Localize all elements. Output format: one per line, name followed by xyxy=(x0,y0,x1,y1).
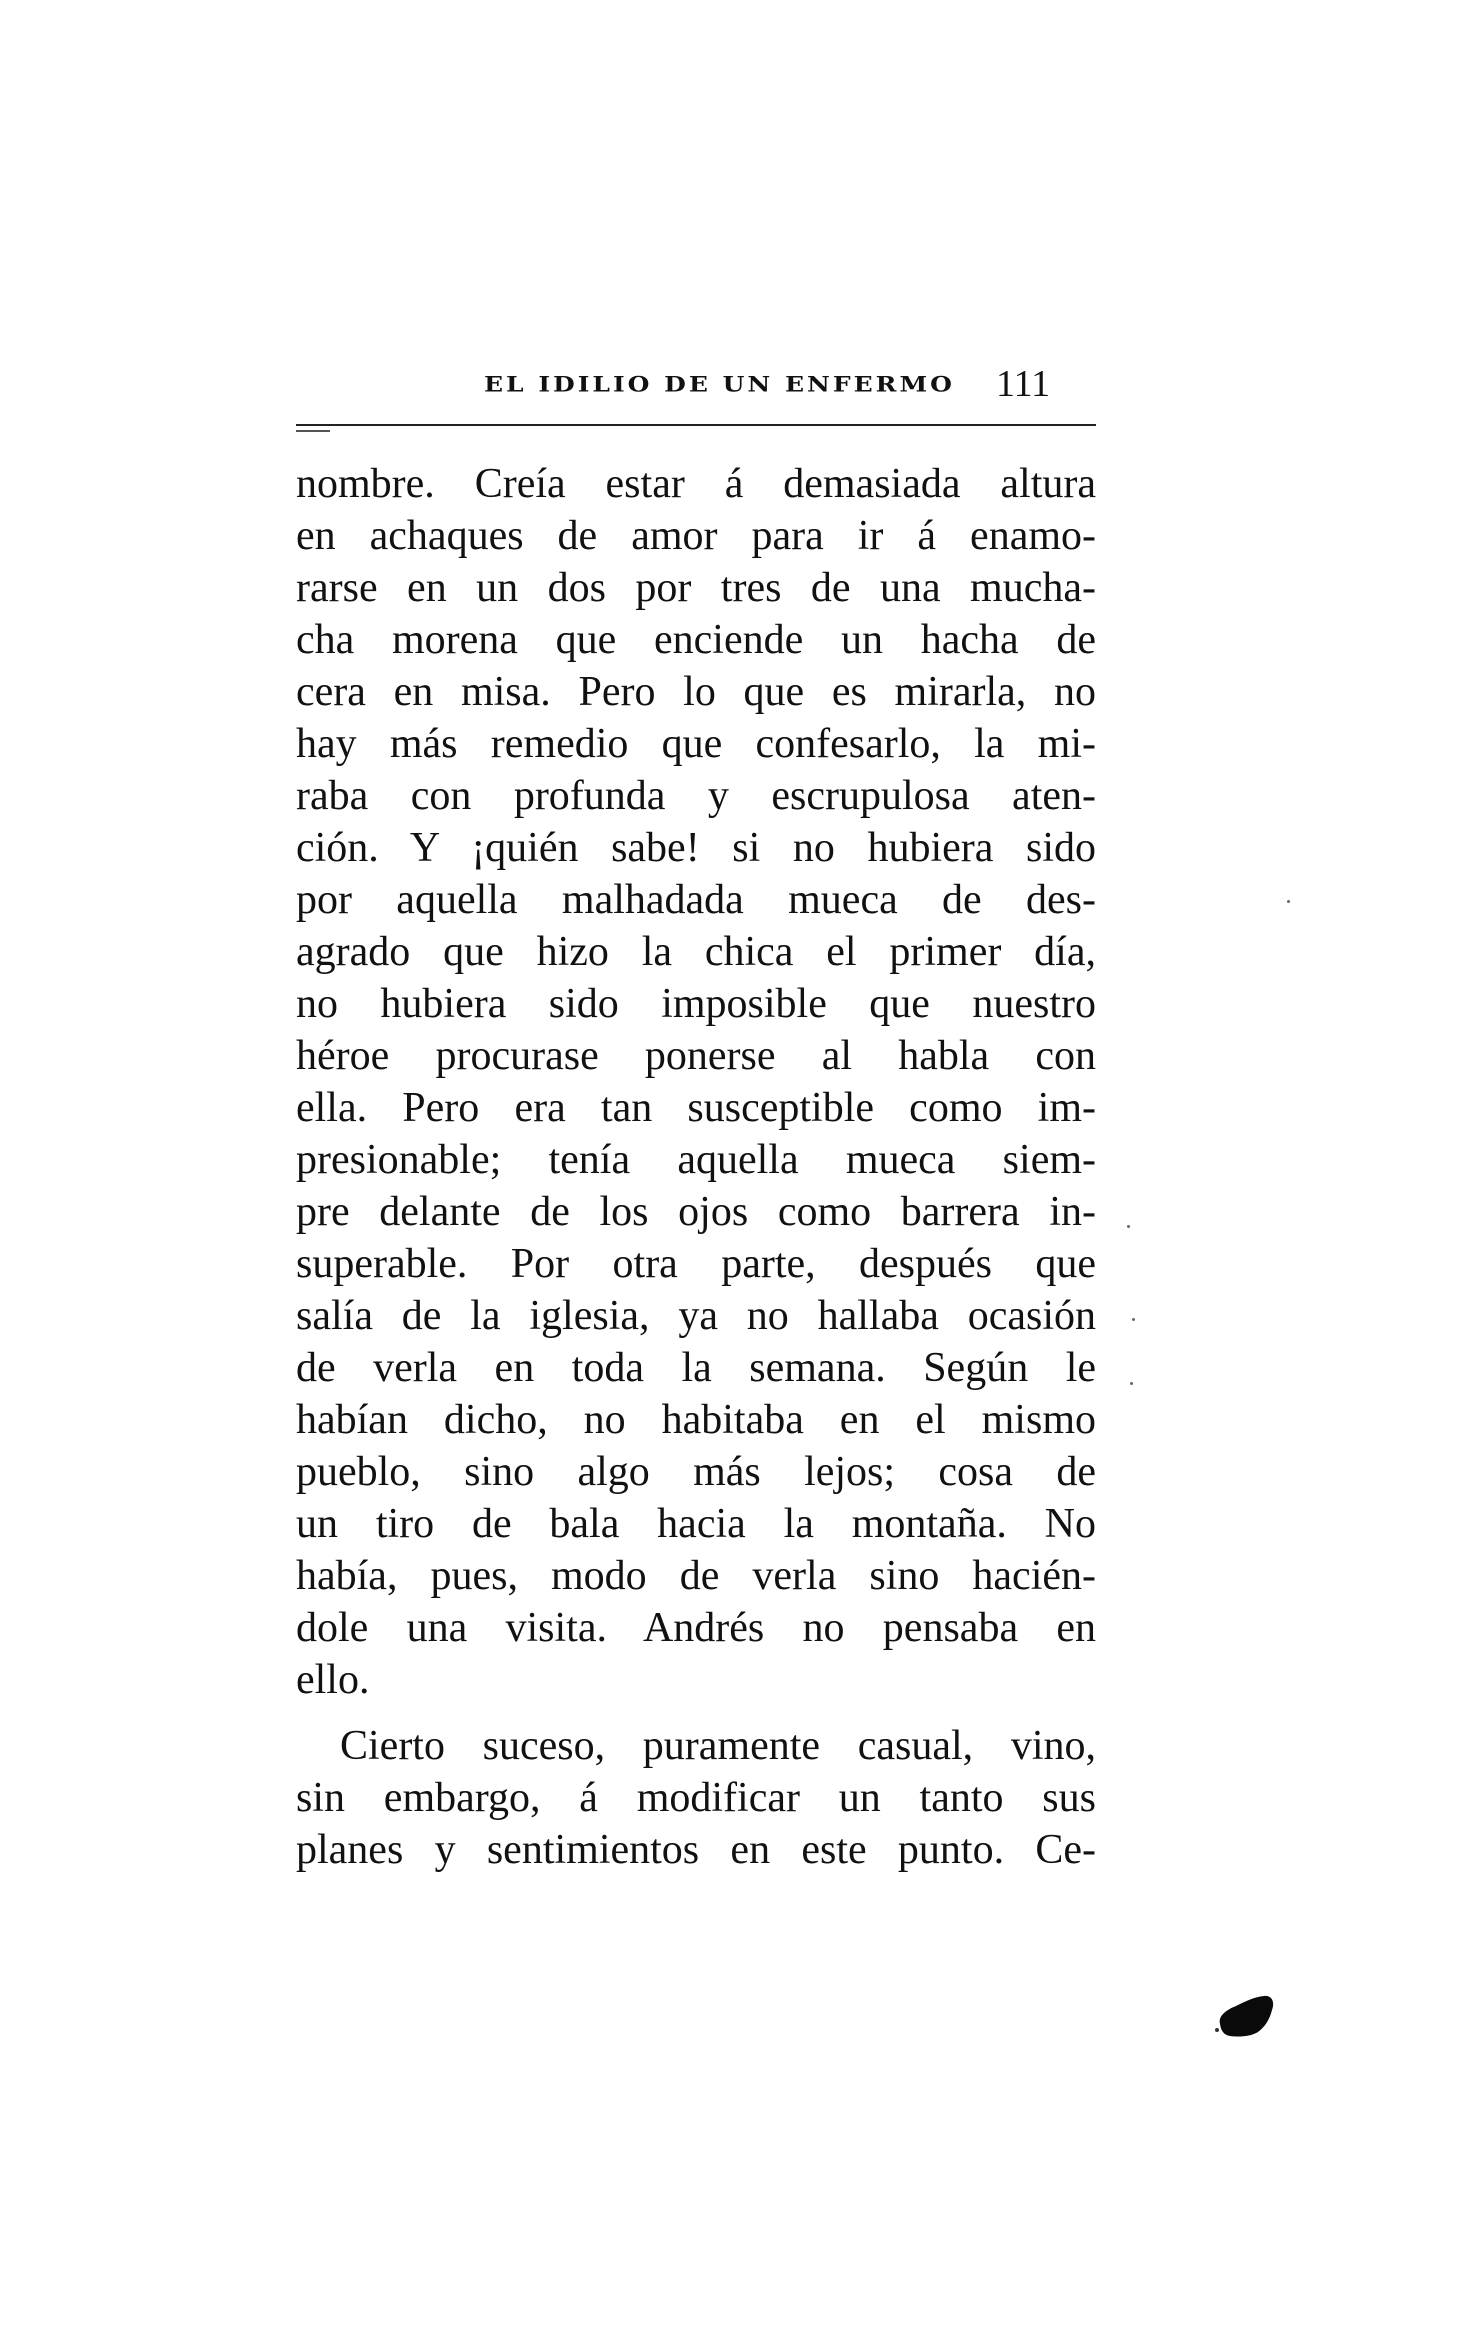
margin-speck xyxy=(1287,900,1290,903)
text-line: no hubiera sido imposible que nuestro xyxy=(296,981,1096,1027)
header-rule xyxy=(296,424,1096,426)
text-line: hay más remedio que confesarlo, la mi- xyxy=(296,721,1096,767)
text-line: agrado que hizo la chica el primer día, xyxy=(296,929,1096,975)
body-text xyxy=(296,458,1096,1876)
text-line: rarse en un dos por tres de una mucha- xyxy=(296,565,1096,611)
text-line: planes y sentimientos en este punto. Ce- xyxy=(296,1827,1096,1873)
margin-speck xyxy=(1127,1225,1130,1228)
text-line: cera en misa. Pero lo que es mirarla, no xyxy=(296,669,1096,715)
text-line: había, pues, modo de verla sino hacién- xyxy=(296,1553,1096,1599)
paragraph xyxy=(296,458,1096,1706)
paragraph xyxy=(296,1720,1096,1876)
text-line: nombre. Creía estar á demasiada altura xyxy=(296,461,1096,507)
text-line: presionable; tenía aquella mueca siem- xyxy=(296,1137,1096,1183)
text-line: pueblo, sino algo más lejos; cosa de xyxy=(296,1449,1096,1495)
text-line: cha morena que enciende un hacha de xyxy=(296,617,1096,663)
text-line: por aquella malhadada mueca de des- xyxy=(296,877,1096,923)
header-rule-stub xyxy=(296,430,330,432)
text-line: ción. Y ¡quién sabe! si no hubiera sido xyxy=(296,825,1096,871)
text-line: ella. Pero era tan susceptible como im- xyxy=(296,1085,1096,1131)
running-head xyxy=(296,362,1096,412)
text-line: ello. xyxy=(296,1657,370,1703)
ink-blot-mark xyxy=(1214,1994,1276,2038)
text-line: Cierto suceso, puramente casual, vino, xyxy=(340,1723,1096,1769)
text-line: sin embargo, á modificar un tanto sus xyxy=(296,1775,1096,1821)
text-line: salía de la iglesia, ya no hallaba ocasión xyxy=(296,1293,1096,1339)
margin-speck xyxy=(1130,1382,1133,1385)
paragraph-gap xyxy=(296,1706,1096,1720)
text-line: de verla en toda la semana. Según le xyxy=(296,1345,1096,1391)
text-line: héroe procurase ponerse al habla con xyxy=(296,1033,1096,1079)
text-line: habían dicho, no habitaba en el mismo xyxy=(296,1397,1096,1443)
running-title: EL IDILIO DE UN ENFERMO xyxy=(484,372,955,397)
text-line: raba con profunda y escrupulosa aten- xyxy=(296,773,1096,819)
text-line: en achaques de amor para ir á enamo- xyxy=(296,513,1096,559)
margin-speck xyxy=(1132,1318,1135,1321)
page-number: 111 xyxy=(996,363,1051,405)
text-line: un tiro de bala hacia la montaña. No xyxy=(296,1501,1096,1547)
text-line: superable. Por otra parte, después que xyxy=(296,1241,1096,1287)
text-line: pre delante de los ojos como barrera in- xyxy=(296,1189,1096,1235)
text-line: dole una visita. Andrés no pensaba en xyxy=(296,1605,1096,1651)
